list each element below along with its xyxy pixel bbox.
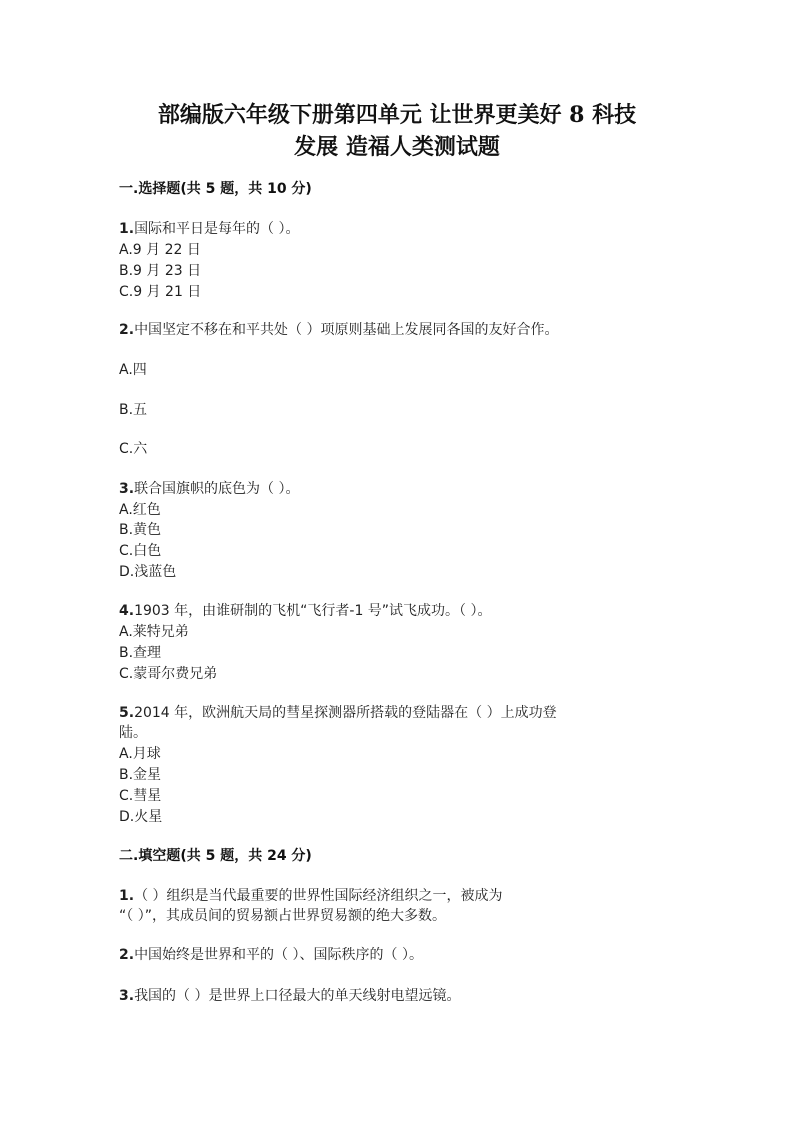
option-b: B.9 月 23 日 — [119, 263, 202, 279]
question-5-continued: 陆。 — [119, 725, 147, 741]
option-b: B.黄色 — [119, 522, 162, 538]
option-c: C.彗星 — [119, 788, 162, 804]
blank-question-3 — [119, 985, 461, 1005]
question-stem: 我国的（ ）是世界上口径最大的单天线射电望远镜。 — [134, 988, 461, 1004]
option-a: A.红色 — [119, 502, 161, 518]
option-a: A.四 — [119, 362, 147, 378]
section-heading-fill-blank: 二.填空题(共 5 题，共 24 分) — [119, 848, 312, 864]
document-title-line-1: 部编版六年级下册第四单元 让世界更美好 8 科技 — [157, 102, 637, 128]
question-2 — [119, 319, 559, 339]
document-title-line-2: 发展 造福人类测试题 — [294, 134, 500, 160]
option-a: A.月球 — [119, 746, 161, 762]
question-1 — [119, 218, 300, 238]
option-b: B.五 — [119, 402, 148, 418]
option-a: A.莱特兄弟 — [119, 624, 189, 640]
question-stem: 2014 年，欧洲航天局的彗星探测器所搭载的登陆器在（ ）上成功登 — [134, 705, 557, 721]
option-d: D.浅蓝色 — [119, 564, 177, 580]
question-3 — [119, 478, 300, 498]
blank-question-1 — [119, 885, 503, 905]
question-stem: 中国始终是世界和平的（ ）、国际秩序的（ ）。 — [134, 947, 423, 963]
option-b: B.查理 — [119, 645, 162, 661]
blank-question-2 — [119, 944, 423, 964]
option-a: A.9 月 22 日 — [119, 242, 201, 258]
option-c: C.蒙哥尔费兄弟 — [119, 666, 218, 682]
option-b: B.金星 — [119, 767, 162, 783]
question-stem: 中国坚定不移在和平共处（ ）项原则基础上发展同各国的友好合作。 — [134, 322, 559, 338]
question-4 — [119, 600, 492, 620]
question-stem: 国际和平日是每年的（ ）。 — [134, 221, 300, 237]
question-stem: 联合国旗帜的底色为（ ）。 — [134, 481, 300, 497]
section-heading-choice: 一.选择题(共 5 题，共 10 分) — [119, 181, 312, 197]
option-c: C.白色 — [119, 543, 162, 559]
option-c: C.六 — [119, 441, 148, 457]
question-number: 4. — [119, 603, 135, 619]
question-number: 1. — [119, 221, 135, 237]
question-number: 2. — [119, 322, 135, 338]
question-stem: （ ）组织是当代最重要的世界性国际经济组织之一，被成为 — [134, 888, 503, 904]
option-d: D.火星 — [119, 809, 163, 825]
question-5 — [119, 702, 557, 722]
question-number: 3. — [119, 481, 135, 497]
question-number: 5. — [119, 705, 135, 721]
question-number: 3. — [119, 988, 135, 1004]
question-number: 2. — [119, 947, 135, 963]
blank-question-1-continued: “（ ）”，其成员间的贸易额占世界贸易额的绝大多数。 — [119, 908, 446, 924]
question-number: 1. — [119, 888, 135, 904]
option-c: C.9 月 21 日 — [119, 284, 202, 300]
question-stem: 1903 年，由谁研制的飞机“飞行者-1 号”试飞成功。（ ）。 — [134, 603, 492, 619]
